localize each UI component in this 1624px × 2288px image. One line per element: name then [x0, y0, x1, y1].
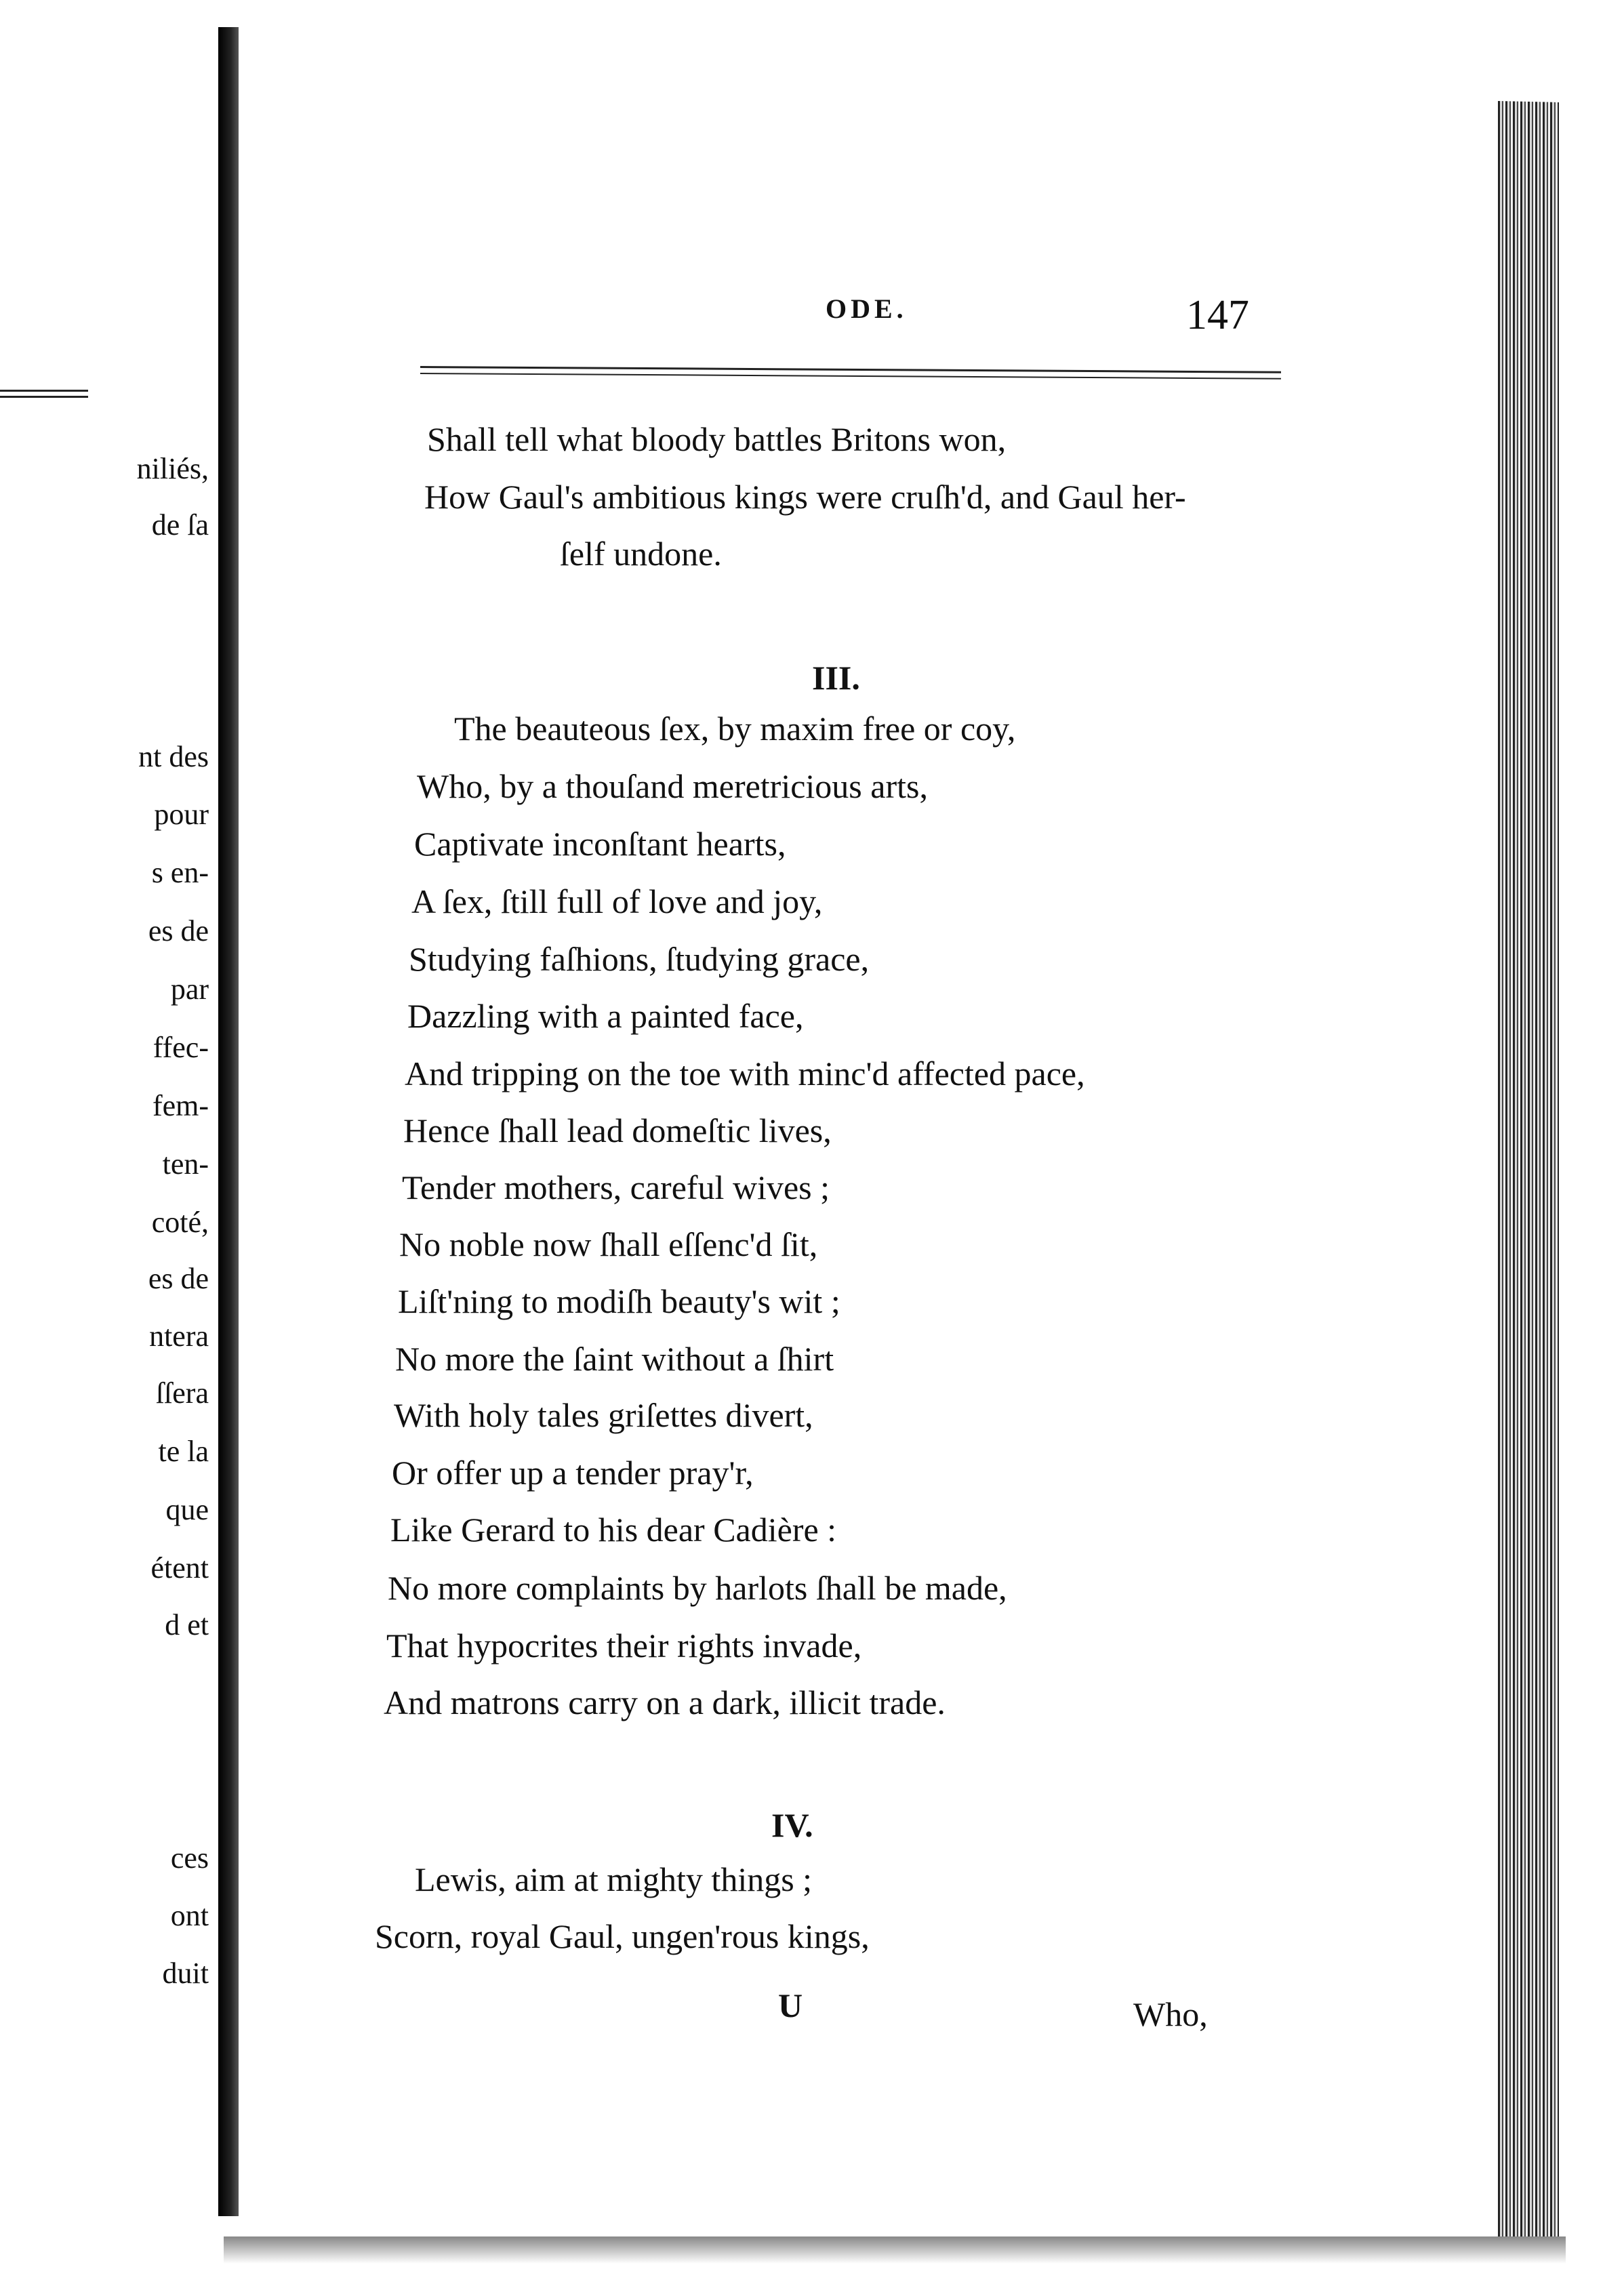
left-fragment: pour — [154, 798, 209, 831]
verse-line: Like Gerard to his dear Cadière : — [390, 1511, 837, 1549]
left-fragment: ffec- — [153, 1031, 209, 1064]
catchword: Who, — [1133, 1995, 1208, 2033]
verse-line: Scorn, royal Gaul, ungen'rous kings, — [375, 1917, 870, 1955]
signature-mark: U — [778, 1986, 803, 2024]
verse-line: Dazzling with a painted face, — [407, 997, 804, 1035]
left-fragment: fem- — [152, 1089, 209, 1122]
book-gutter — [218, 27, 239, 2216]
stanza-heading-iv: IV. — [771, 1806, 813, 1844]
verse-line: The beauteous ſex, by maxim free or coy, — [454, 710, 1016, 748]
verse-line: Or offer up a tender pray'r, — [392, 1454, 754, 1492]
verse-line: And tripping on the toe with minc'd affected pace, — [405, 1055, 1085, 1092]
left-head-rule — [0, 390, 88, 398]
verse-line: Lewis, aim at mighty things ; — [415, 1860, 813, 1898]
verse-line: No noble now ſhall eſſenc'd ſit, — [399, 1225, 818, 1263]
left-fragment: ten- — [162, 1147, 209, 1181]
verse-line: And matrons carry on a dark, illicit trade. — [384, 1683, 946, 1721]
left-fragment: ont — [170, 1899, 209, 1932]
left-fragment: coté, — [151, 1206, 209, 1239]
left-fragment: étent — [150, 1551, 209, 1585]
verse-line: No more complaints by harlots ſhall be made, — [388, 1569, 1007, 1607]
left-fragment: d et — [165, 1608, 209, 1641]
left-fragment: niliés, — [136, 452, 209, 485]
page-number: 147 — [1186, 292, 1249, 338]
verse-line: A ſex, ſtill full of love and joy, — [411, 882, 823, 920]
left-fragment: es de — [148, 914, 209, 947]
page-bottom-shadow — [224, 2236, 1566, 2264]
verse-line: No more the ſaint without a ſhirt — [395, 1340, 834, 1378]
verse-line: Hence ſhall lead domeſtic lives, — [403, 1111, 832, 1149]
left-fragment: que — [165, 1493, 209, 1526]
page-edges — [1498, 101, 1559, 2251]
verse-line: Liſt'ning to modiſh beauty's wit ; — [398, 1282, 840, 1320]
left-fragment: ntera — [149, 1320, 209, 1353]
right-page — [239, 68, 1526, 2236]
verse-line: How Gaul's ambitious kings were cruſh'd, and Gaul her- — [424, 478, 1186, 516]
left-fragment: ces — [170, 1841, 209, 1875]
verse-line: ſelf undone. — [560, 535, 722, 573]
verse-line: Captivate inconſtant hearts, — [414, 825, 786, 863]
verse-line: With holy tales griſettes divert, — [394, 1396, 813, 1434]
verse-line: Tender mothers, careful wives ; — [402, 1168, 830, 1206]
left-fragment: te la — [158, 1435, 209, 1468]
left-fragment: s en- — [151, 856, 209, 889]
verse-line: Who, by a thouſand meretricious arts, — [417, 767, 928, 805]
verse-line: Studying faſhions, ſtudying grace, — [409, 940, 870, 978]
running-head: ODE. — [826, 293, 908, 324]
verse-line: Shall tell what bloody battles Britons won, — [427, 420, 1007, 458]
left-fragment: es de — [148, 1262, 209, 1295]
left-fragment: ſſera — [155, 1376, 209, 1410]
left-facing-page — [0, 47, 235, 2203]
stanza-heading-iii: III. — [812, 659, 860, 697]
left-fragment: de ſa — [151, 508, 209, 542]
left-fragment: par — [170, 973, 209, 1006]
left-fragment: nt des — [138, 740, 209, 773]
verse-line: That hypocrites their rights invade, — [386, 1627, 862, 1664]
left-fragment: duit — [162, 1957, 209, 1990]
